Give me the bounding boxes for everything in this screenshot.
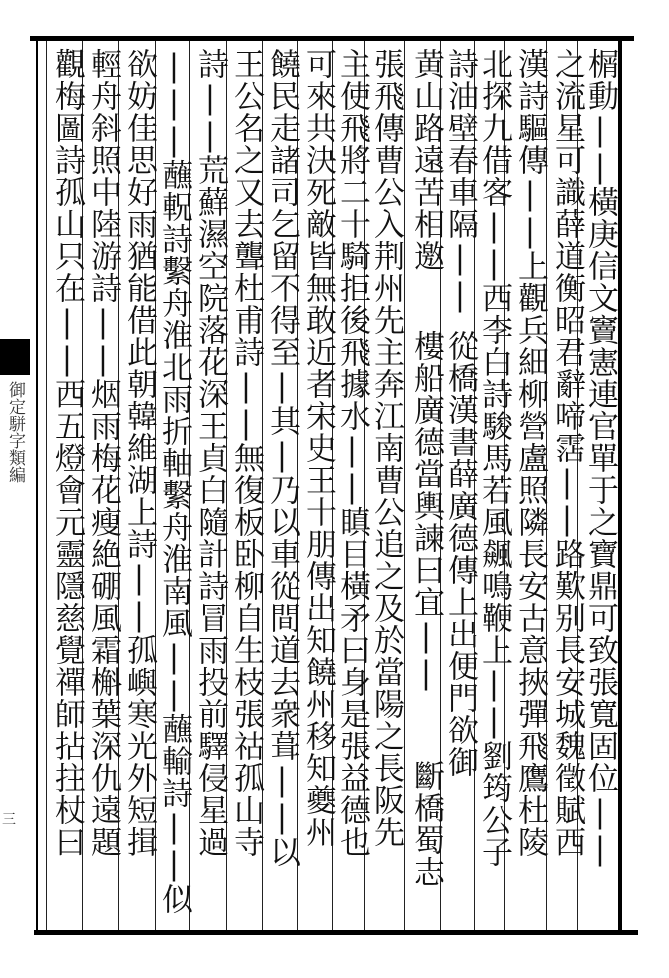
text-column: 從橋漢書薛廣德傳上出便門欲御 bbox=[442, 330, 478, 778]
text-column: 主使飛將二十騎拒後飛據水||瞋目橫矛曰身是張益德也 bbox=[334, 48, 370, 858]
text-column: 輕舟斜照中陸游詩||烟雨梅花瘦絶硼風霜槲葉深仇遠題 bbox=[85, 48, 121, 858]
text-column: 漢詩驅傳||上觀兵細柳營盧照隣長安古意挾彈飛鷹杜陵 bbox=[512, 48, 548, 858]
text-column: 榍動||橫庚信文竇憲連官單于之寶鼎可致張寬固位|| bbox=[582, 48, 618, 868]
text-column: 詩||荒蘚濕空院落花深王貞白隨計詩冒雨投前驛侵星過 bbox=[192, 48, 228, 858]
fish-tail-mark bbox=[0, 339, 30, 375]
text-column: 觀梅圖詩孤山只在||西五燈會元靈隱慈覺禪師拈拄杖曰 bbox=[49, 48, 85, 858]
frame-left-border bbox=[36, 41, 38, 930]
text-column: 饒民走諸司乞留不得至|其|乃以車從間道去衆葺||以 bbox=[264, 48, 300, 868]
text-column: 詩油壁春車隔|| bbox=[442, 48, 478, 314]
text-column: 樓船廣德當輿諫曰宜|| bbox=[408, 330, 444, 692]
text-column: 欲妨佳思好雨猶能借此朝韓維湖上詩||孤嶼寒光外短揖 bbox=[121, 48, 157, 858]
gutter-title: 御定駢字類編 bbox=[5, 381, 25, 483]
text-column-heading: 斷橋蜀志 bbox=[408, 760, 444, 888]
fold-gutter bbox=[0, 41, 30, 930]
text-column: 張飛傳曹公入荆州先主奔江南曹公追之及於當陽之長阪先 bbox=[368, 48, 404, 848]
text-column: 可來共決死敵皆無敢近者宋史王十朋傳出知饒州移知夔州 bbox=[300, 48, 336, 848]
text-column: |||蘸軦詩繫舟淮北雨折軸繫舟淮南風||蘸輸詩||似 bbox=[156, 48, 192, 915]
text-column: 黄山路遠苦相邀 bbox=[408, 48, 444, 272]
text-column: 王公名之又去聾杜甫詩||無復板卧柳自生枝張祜孤山寺 bbox=[228, 48, 264, 858]
text-column: 北探九借客||西李白詩駿馬若風飆鳴鞭上||劉筠公子 bbox=[476, 48, 512, 868]
frame-bottom-border bbox=[34, 930, 638, 935]
gutter-page-mark: 三 bbox=[2, 812, 16, 828]
text-column: 之流星可識薛道衡昭君辭啼霑||路歎别長安城魏徵賦西 bbox=[549, 48, 585, 858]
